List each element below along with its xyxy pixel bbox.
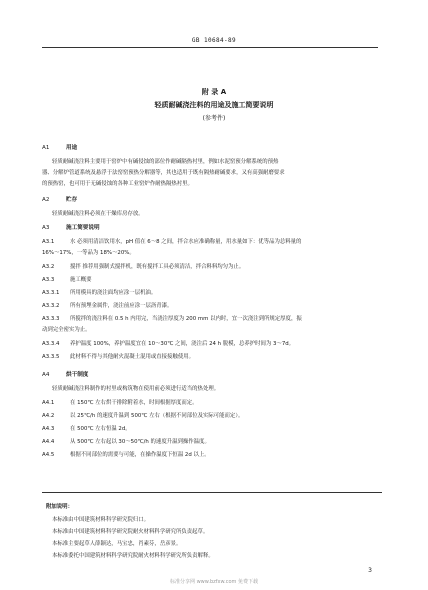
section-a2-body: 轻质耐碱浇注料必须在干燥库房存放。 — [52, 211, 144, 217]
header-rule — [42, 47, 378, 48]
item-number: A3.2 — [42, 264, 55, 270]
list-item — [42, 275, 378, 286]
list-item — [42, 301, 378, 312]
item-text: 在 500℃ 左右恒温 2d。 — [70, 426, 131, 432]
item-text: 所搅拌的浇注料在 0.5 h 内用完，当浇注厚度为 200 mm 以内时，宜一次浇注到所规定厚度，振 — [70, 316, 302, 322]
item-number: A3.3.4 — [42, 341, 60, 347]
item-continuation: 动到完全密实为止。 — [42, 327, 91, 333]
list-item — [42, 398, 378, 409]
list-item — [42, 288, 378, 299]
section-a4-intro: 轻质耐碱浇注料制作的衬里或构筑物在使用前必须进行适当的热处理。 — [52, 386, 220, 392]
item-number: A4.1 — [42, 400, 55, 406]
watermark-footer: 标准分享网 www.bzfxw.com 免费下载 — [170, 579, 258, 585]
section-a3-heading — [42, 223, 100, 231]
item-number: A3.3.5 — [42, 354, 60, 360]
item-text: 根据不同部位的需要与可能，在操作温度下恒温 2d 以上。 — [70, 452, 210, 458]
item-text: 所有预埋金属件，浇注前应涂一层沥青漆。 — [70, 303, 173, 309]
list-item — [42, 352, 378, 363]
item-text: 水 必须用清洁饮用水，pH 值在 6～8 之间，拌合水应准确称量，用水量如下：优等品为总料量的 — [70, 239, 302, 245]
item-text: 搅拌 推荐用强制式搅拌机，既有搅拌工具必须清洁，拌合料料均匀为止。 — [70, 264, 245, 270]
section-title: 烘干制度 — [66, 372, 89, 378]
appendix-label: 附 录 A — [201, 88, 227, 96]
item-number: A3.3.2 — [42, 303, 60, 309]
additional-notes-heading: 附加说明： — [46, 504, 73, 510]
additional-note-line: 本标准委托中国建筑材料科学研究院耐火材料科学研究所负责解释。 — [52, 553, 214, 559]
additional-note-line: 本标准由中国建筑材料科学研究院归口。 — [52, 517, 150, 523]
item-number: A4.4 — [42, 439, 55, 445]
list-item — [42, 411, 378, 422]
item-number: A3.3 — [42, 277, 55, 283]
item-number: A3.3.3 — [42, 316, 60, 322]
list-item — [42, 237, 378, 248]
item-number: A3.1 — [42, 239, 55, 245]
standard-number: GB 10684-89 — [191, 37, 237, 44]
section-a1-body-line: 器、分解炉管道系统及悬浮于法窑窑预热分解器等，其也适用于既有隔热耐碱要求，又有高强耐磨要求 — [42, 170, 285, 176]
section-a1-heading — [42, 143, 77, 151]
appendix-title: 轻质耐碱浇注料的用途及施工简要说明 — [154, 101, 274, 109]
item-text: 此材料不得与其他耐火混凝土混用或直接接触使用。 — [70, 354, 194, 360]
list-item — [42, 314, 378, 325]
item-text: 施工概要 — [70, 277, 92, 283]
section-title: 用途 — [66, 145, 78, 151]
item-number: A4.3 — [42, 426, 55, 432]
page-number: 3 — [368, 567, 372, 574]
section-number: A4 — [42, 372, 50, 378]
appendix-note: (参考件) — [202, 115, 226, 122]
item-text: 养护温度 100%，养护温度宜在 10～30℃ 之间，浇注后 24 h 脱模，总养护时间为 3～7d。 — [70, 341, 295, 347]
section-number: A3 — [42, 225, 50, 231]
item-number: A4.5 — [42, 452, 55, 458]
list-item — [42, 262, 378, 273]
section-a1-body-line: 轻质耐碱浇注料主要用于窑炉中有碱侵蚀的部位作耐碱隔热衬里，例如水泥窑预分解系统的预热 — [52, 159, 279, 165]
list-item — [42, 424, 378, 435]
list-item — [42, 450, 378, 461]
additional-note-line: 本标准由中国建筑材料科学研究院耐火材料科学研究所负责起草。 — [52, 529, 209, 535]
list-item — [42, 339, 378, 350]
footnote-rule — [42, 492, 382, 493]
item-continuation: 16%～17%，一等品为 18%～20%。 — [42, 250, 135, 256]
item-text: 以 25℃/h 的速度升温到 500℃ 左右（根据不同部位及实际可能而定）。 — [70, 413, 244, 419]
section-number: A1 — [42, 145, 50, 151]
section-a4-heading — [42, 370, 88, 378]
section-a1-body-line: 的预热窑，也可用于无碱侵蚀的各种工业窑炉作耐热隔热衬里。 — [42, 181, 193, 187]
list-item — [42, 437, 378, 448]
item-number: A4.2 — [42, 413, 55, 419]
item-text: 在 150℃ 左右烘干排除附着水，时间根据厚度而定。 — [70, 400, 198, 406]
item-text: 所用模具的浇注面均应涂一层机油。 — [70, 290, 157, 296]
section-a2-heading — [42, 195, 77, 203]
item-number: A3.3.1 — [42, 290, 60, 296]
additional-note-line: 本标准主要起草人薛颖达，马宝忠，肖素芬，岳彦景。 — [52, 541, 182, 547]
section-title: 施工简要说明 — [66, 225, 100, 231]
section-number: A2 — [42, 197, 50, 203]
item-text: 从 500℃ 左右起以 30～50℃/h 的速度升温到操作温度。 — [70, 439, 210, 445]
section-title: 贮存 — [66, 197, 78, 203]
